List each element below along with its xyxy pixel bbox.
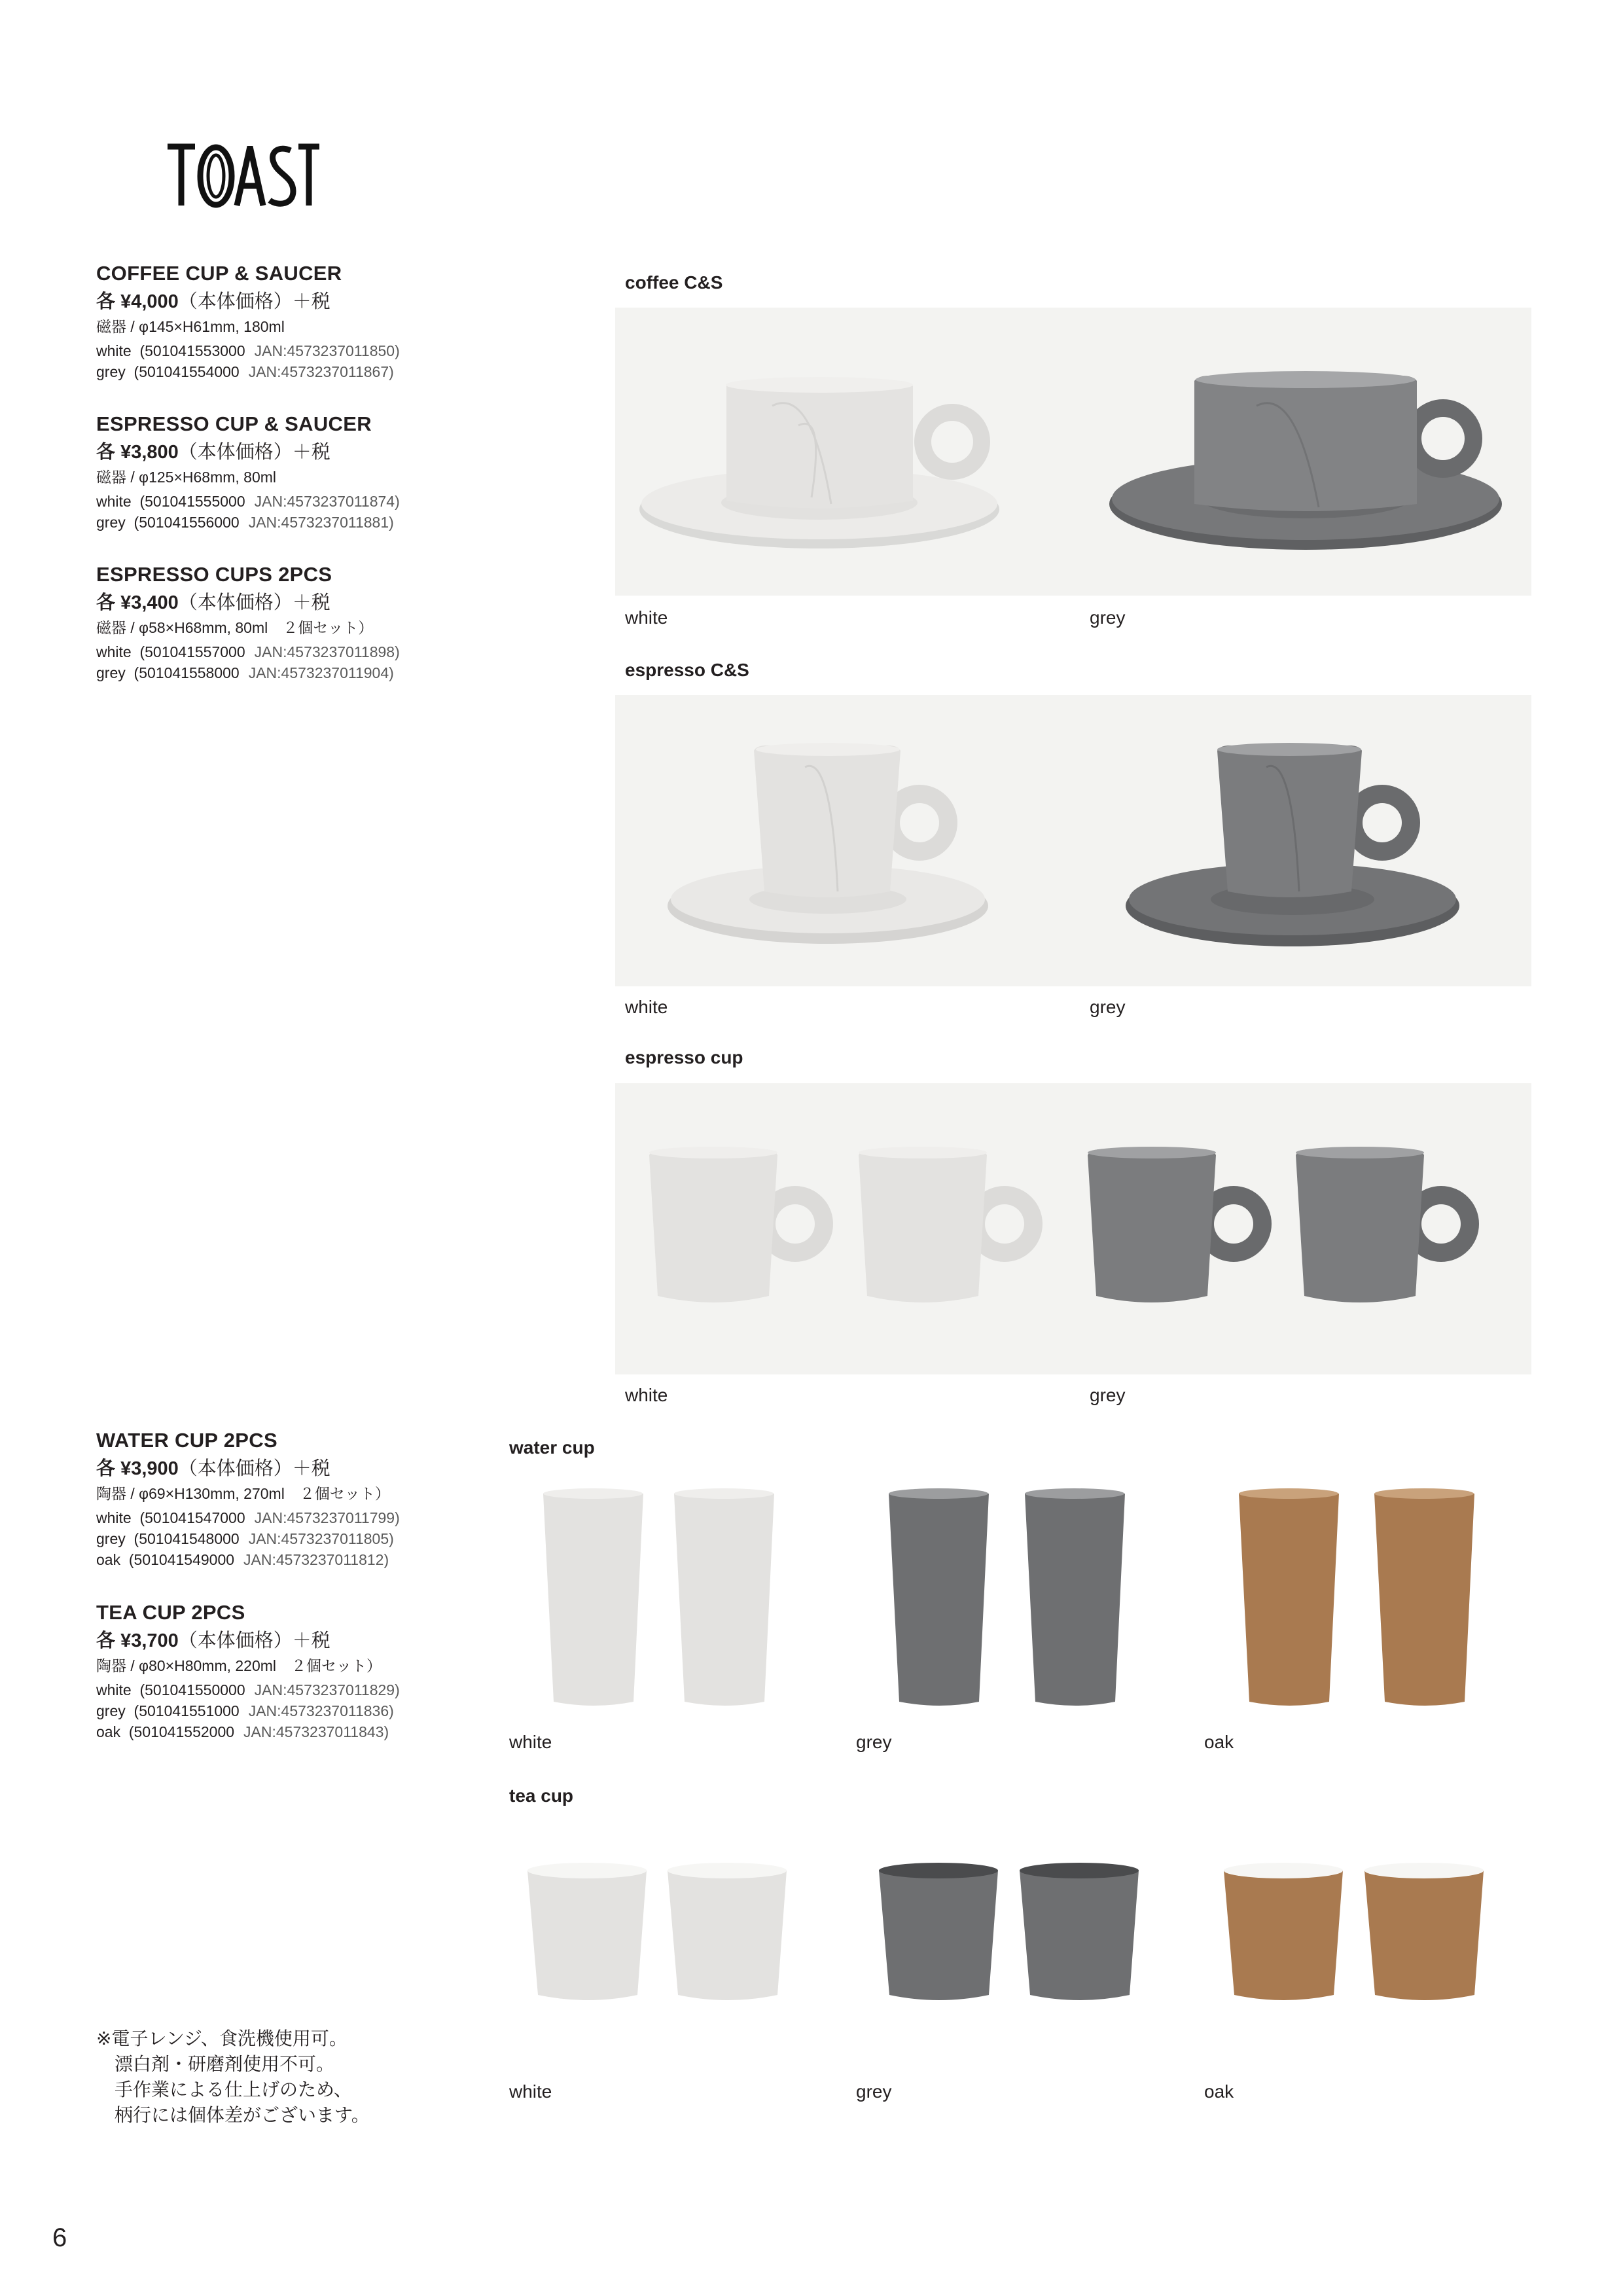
variant-row: white (501041553000 JAN:4573237011850)	[96, 342, 400, 359]
variant-row: white (501041547000 JAN:4573237011799)	[96, 1509, 400, 1526]
variant-row: grey (501041551000 JAN:4573237011836)	[96, 1702, 394, 1719]
photo-espresso-cup-saucer	[615, 695, 1531, 986]
product-name: COFFEE CUP & SAUCER	[96, 262, 342, 285]
product-name: TEA CUP 2PCS	[96, 1601, 245, 1624]
product-price: 各 ¥3,700（本体価格）＋税	[96, 1630, 330, 1651]
note-line: 柄行には個体差がございます。	[96, 2105, 370, 2125]
variant-row: grey (501041556000 JAN:4573237011881)	[96, 514, 394, 531]
color-label: white	[625, 997, 668, 1017]
care-note	[96, 2026, 370, 2128]
color-label: white	[509, 2081, 552, 2102]
product-name: WATER CUP 2PCS	[96, 1429, 277, 1452]
product-espresso-cup-saucer	[96, 412, 502, 533]
color-label: grey	[1090, 607, 1126, 628]
product-tea-cup-2pcs	[96, 1601, 502, 1742]
section-title-espresso-cs: espresso C&S	[625, 660, 749, 680]
variant-row: grey (501041554000 JAN:4573237011867)	[96, 363, 394, 380]
color-label: grey	[856, 2081, 892, 2102]
toast-logo	[164, 139, 321, 211]
note-line: 手作業による仕上げのため、	[96, 2079, 352, 2100]
product-price: 各 ¥3,800（本体価格）＋税	[96, 442, 330, 463]
product-water-cup-2pcs	[96, 1429, 502, 1570]
product-spec: 磁器 / φ58×H68mm, 80ml ２個セット）	[96, 619, 374, 636]
product-price: 各 ¥3,400（本体価格）＋税	[96, 592, 330, 613]
color-label: white	[509, 1732, 552, 1752]
color-label: grey	[1090, 997, 1126, 1017]
variant-row: white (501041555000 JAN:4573237011874)	[96, 493, 400, 510]
product-spec: 陶器 / φ69×H130mm, 270ml ２個セット）	[96, 1485, 390, 1502]
variant-row: grey (501041558000 JAN:4573237011904)	[96, 664, 394, 681]
color-label: white	[625, 607, 668, 628]
variant-row: oak (501041549000 JAN:4573237011812)	[96, 1551, 389, 1568]
section-title-espresso-cup: espresso cup	[625, 1047, 743, 1067]
product-espresso-cups-2pcs	[96, 563, 502, 683]
photo-espresso-cups	[615, 1083, 1531, 1374]
section-title-coffee-cs: coffee C&S	[625, 272, 723, 293]
color-label: grey	[1090, 1385, 1126, 1405]
page-number: 6	[52, 2223, 67, 2252]
photo-coffee-cup-saucer	[615, 308, 1531, 596]
product-price: 各 ¥3,900（本体価格）＋税	[96, 1458, 330, 1479]
color-label: grey	[856, 1732, 892, 1752]
product-name: ESPRESSO CUPS 2PCS	[96, 563, 332, 586]
photo-tea-cups	[509, 1852, 1530, 2016]
note-line: ※電子レンジ、食洗機使用可。	[96, 2028, 348, 2049]
product-spec: 陶器 / φ80×H80mm, 220ml ２個セット）	[96, 1657, 382, 1674]
product-spec: 磁器 / φ125×H68mm, 80ml	[96, 469, 277, 486]
product-price: 各 ¥4,000（本体価格）＋税	[96, 291, 330, 312]
product-spec: 磁器 / φ145×H61mm, 180ml	[96, 318, 285, 335]
color-label: white	[625, 1385, 668, 1405]
variant-row: white (501041557000 JAN:4573237011898)	[96, 643, 400, 660]
section-title-tea-cup: tea cup	[509, 1785, 574, 1806]
variant-row: grey (501041548000 JAN:4573237011805)	[96, 1530, 394, 1547]
variant-row: oak (501041552000 JAN:4573237011843)	[96, 1723, 389, 1740]
variant-row: white (501041550000 JAN:4573237011829)	[96, 1681, 400, 1698]
section-title-water-cup: water cup	[509, 1437, 595, 1458]
product-name: ESPRESSO CUP & SAUCER	[96, 412, 372, 435]
color-label: oak	[1204, 1732, 1234, 1752]
note-line: 漂白剤・研磨剤使用不可。	[96, 2054, 335, 2074]
photo-water-cups	[509, 1473, 1530, 1721]
color-label: oak	[1204, 2081, 1234, 2102]
product-coffee-cup-saucer	[96, 262, 502, 382]
